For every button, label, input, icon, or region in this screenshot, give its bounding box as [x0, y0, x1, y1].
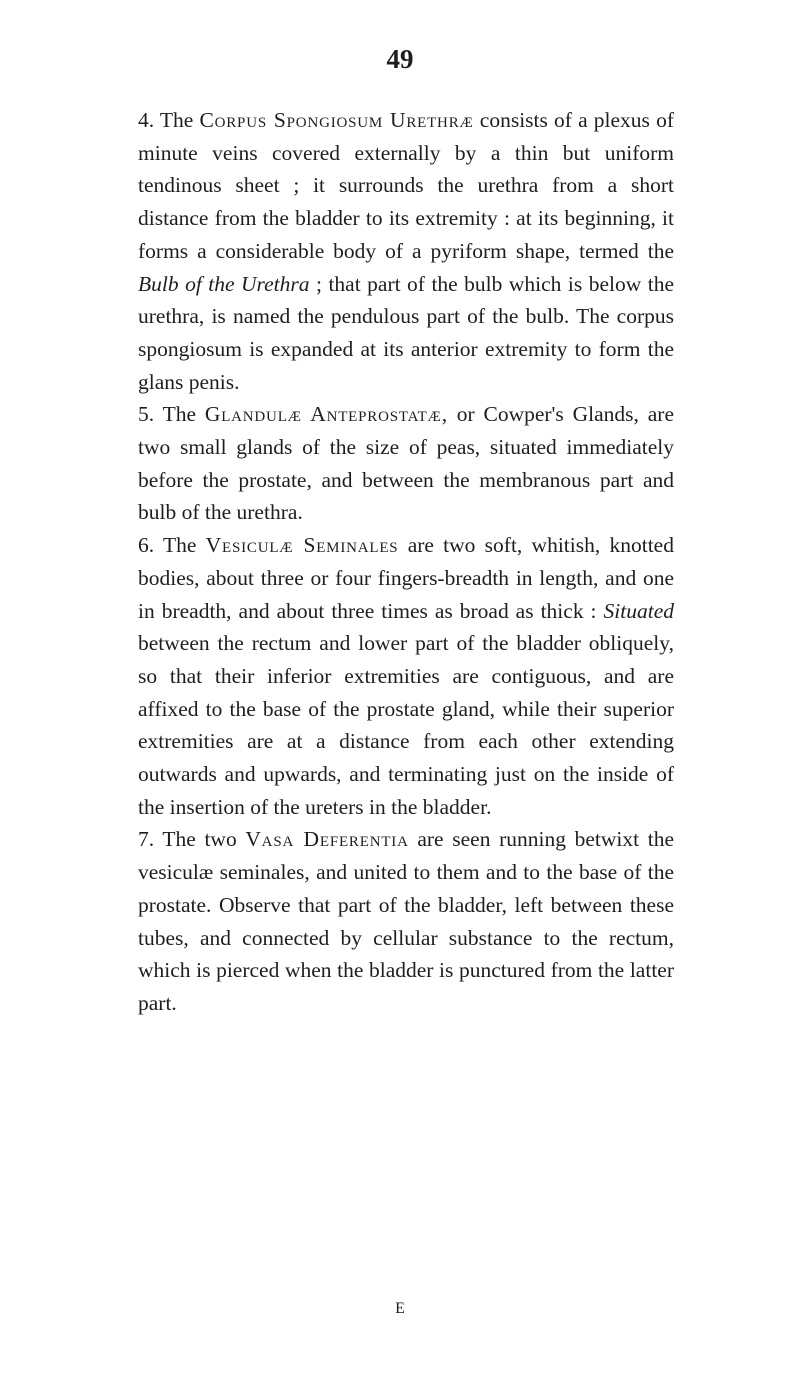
paragraph-text: consists of a plexus of minute veins covered externally by a thin but uniform tendinous sheet ; it surrounds the urethra from a short distance from the bladder to its extremity : at its beginning, it forms a considerable body of a pyriform shape, termed the	[138, 108, 674, 263]
paragraph-number: 6.	[138, 533, 155, 558]
paragraph-7	[138, 823, 674, 1019]
paragraph-text: are two soft, whitish, knotted bodies, about three or four fingers-breadth in length, and one in breadth, and about three times as broad as thick :	[138, 533, 674, 623]
paragraph-6	[138, 529, 674, 823]
paragraph-number: 7.	[138, 827, 155, 852]
paragraph-text: are seen running betwixt the vesiculæ seminales, and united to them and to the base of the prostate. Observe that part of the bladder, left between these tubes, and connected by cellular substance to the rectum, which is pierced when the bladder is punctured from the latter part.	[138, 827, 674, 1015]
anatomical-term: Vasa Deferentia	[245, 827, 409, 852]
anatomical-term: Glandulæ Anteprostatæ,	[204, 402, 448, 427]
paragraph-text-continued: between the rectum and lower part of the bladder obliquely, so that their inferior extremities are contiguous, and are affixed to the base of the prostate gland, while their superior extremities are at a distance from each other extending outwards and upwards, and terminating just on the inside of the insertion of the ureters in the bladder.	[138, 631, 674, 819]
paragraph-number: 4.	[138, 108, 155, 132]
paragraph-5	[138, 398, 674, 529]
paragraph-lead: The	[162, 402, 205, 427]
paragraph-text-continued: ; that part of the bulb which is below the urethra, is named the pendulous part of the bulb. The corpus spongiosum is expanded at its anterior extremity to form the glans penis.	[138, 271, 675, 394]
anatomical-term: Corpus Spongiosum Urethræ	[199, 108, 474, 132]
paragraph-lead: The	[159, 108, 200, 132]
signature-mark: E	[395, 1300, 405, 1317]
paragraph-lead: The two	[162, 827, 246, 852]
body-text	[138, 104, 674, 1020]
italic-term: Bulb of the Urethra	[138, 271, 310, 296]
page-number: 49	[386, 44, 414, 74]
paragraph-4	[138, 104, 674, 398]
paragraph-number: 5.	[138, 402, 155, 427]
italic-term: Situated	[603, 598, 674, 623]
paragraph-lead: The	[162, 533, 206, 558]
anatomical-term: Vesiculæ Seminales	[205, 533, 399, 558]
paragraph-text: or Cowper's Glands, are two small glands of the size of peas, situated immediately before the prostate, and between the membranous part and bulb of the urethra.	[138, 402, 674, 525]
